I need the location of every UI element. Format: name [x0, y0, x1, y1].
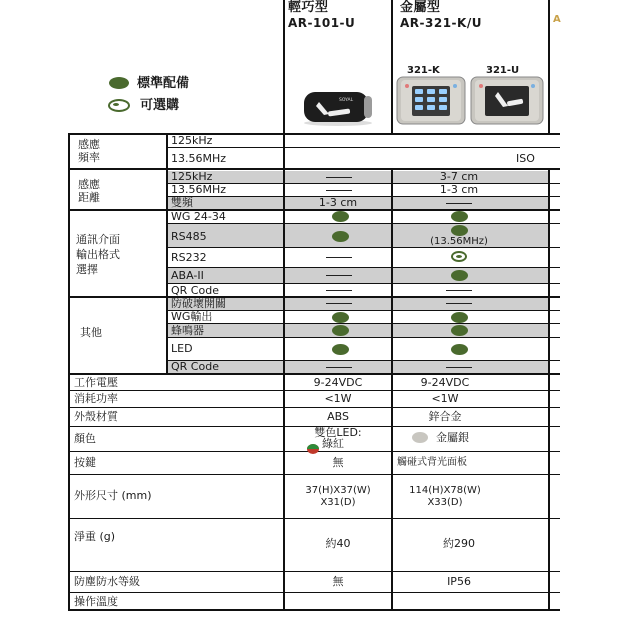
- header-divider: [548, 0, 550, 134]
- dash-mark: [326, 190, 352, 191]
- dash-mark: [446, 290, 472, 291]
- green-red-led-icon: [307, 439, 319, 449]
- row-line: [68, 592, 560, 593]
- row-line: [167, 360, 560, 361]
- shade: [393, 324, 548, 337]
- weight-col2: 約290: [443, 537, 475, 550]
- standard-legend-icon: [109, 77, 129, 89]
- col2-model: AR-321-K/U: [400, 16, 482, 30]
- rs485-note: (13.56MHz): [430, 236, 488, 247]
- row-power: 工作電壓: [74, 376, 118, 389]
- row-line: [68, 407, 560, 408]
- dim-col1-line1: 37(H)X37(W): [305, 485, 371, 496]
- optional-legend-icon: [108, 99, 130, 112]
- row-line: [68, 474, 560, 475]
- dist-1356-col2: 1-3 cm: [439, 183, 479, 196]
- shade: [393, 268, 548, 283]
- standard-dot: [332, 211, 349, 222]
- row-aba: ABA-II: [171, 269, 204, 282]
- standard-dot: [451, 270, 468, 281]
- row-dimension: 外形尺寸 (mm): [74, 489, 152, 502]
- col-line: [68, 133, 70, 611]
- row-line: [68, 571, 560, 572]
- group-comm-output: 通訊介面 輸出格式 選擇: [76, 233, 120, 276]
- color-col1-line2: 綠紅: [322, 437, 344, 450]
- row-line: [68, 296, 560, 298]
- row-weight: 淨重 (g): [74, 530, 116, 543]
- row-line: [167, 323, 560, 324]
- col-line: [166, 133, 168, 374]
- dual-col1: 1-3 cm: [318, 196, 358, 209]
- row-buzzer: 蜂鳴器: [171, 324, 204, 337]
- row-consumption: 消耗功率: [74, 392, 118, 405]
- standard-dot: [451, 312, 468, 323]
- power-col2: 9-24VDC: [420, 376, 470, 389]
- consumption-col2: <1W: [431, 392, 459, 405]
- row-housing: 外殼材質: [74, 410, 118, 423]
- legend-optional-label: 可選購: [140, 98, 180, 113]
- row-qr1: QR Code: [171, 284, 219, 297]
- ip-col1: 無: [332, 575, 344, 588]
- dash-mark: [326, 275, 352, 276]
- group-induction-freq: 感應 頻率: [78, 138, 100, 164]
- standard-dot: [451, 344, 468, 355]
- dash-mark: [326, 257, 352, 258]
- dash-mark: [446, 303, 472, 304]
- row-line: [167, 223, 560, 224]
- row-line: [68, 518, 560, 519]
- col2-title: 金屬型: [400, 0, 441, 15]
- consumption-col1: <1W: [324, 392, 352, 405]
- ar321k-product-image: [396, 76, 466, 125]
- row-dual: 雙頻: [171, 196, 193, 209]
- row-led: LED: [171, 342, 193, 355]
- color-col2: 金屬銀: [436, 431, 469, 444]
- dash-mark: [446, 203, 472, 204]
- optional-ring: [451, 251, 467, 262]
- row-wg-out: WG輸出: [171, 310, 213, 323]
- row-line: [167, 267, 560, 268]
- weight-col1: 約40: [325, 537, 351, 550]
- row-keypad: 按鍵: [74, 456, 96, 469]
- row-line: [167, 337, 560, 338]
- group-induction-dist: 感應 距離: [78, 178, 100, 204]
- col1-model: AR-101-U: [288, 16, 356, 30]
- header-divider: [283, 0, 285, 134]
- dash-mark: [326, 303, 352, 304]
- dim-col2-line1: 114(H)X78(W): [409, 485, 481, 496]
- standard-dot: [451, 211, 468, 222]
- row-tamper: 防破壞開關: [171, 297, 226, 310]
- col2-sub-u: 321-U: [486, 65, 520, 76]
- housing-col1: ABS: [327, 410, 349, 423]
- row-line: [167, 283, 560, 284]
- row-temp: 操作溫度: [74, 595, 118, 608]
- iso-label: ISO: [516, 152, 535, 165]
- row-line: [68, 390, 560, 391]
- group-others: 其他: [80, 326, 102, 339]
- standard-dot: [332, 231, 349, 242]
- row-qr2: QR Code: [171, 360, 219, 373]
- reader-logo: SOYAL: [339, 98, 354, 103]
- silver-swatch-icon: [412, 432, 428, 443]
- row-rs232: RS232: [171, 251, 207, 264]
- row-line: [68, 609, 560, 611]
- dash-mark: [326, 177, 352, 178]
- row-ip: 防塵防水等級: [74, 575, 140, 588]
- col3-fragment: A: [553, 14, 562, 25]
- dim-col1-line2: X31(D): [320, 497, 356, 508]
- header-divider: [391, 0, 393, 134]
- dist-125-col2: 3-7 cm: [439, 170, 479, 183]
- legend-standard-label: 標準配備: [137, 76, 190, 91]
- row-line: [68, 133, 560, 135]
- standard-dot: [451, 325, 468, 336]
- standard-dot: [332, 325, 349, 336]
- row-dist-1356: 13.56MHz: [171, 183, 227, 196]
- dim-col2-line2: X33(D): [427, 497, 463, 508]
- keypad-col2: 觸碰式背光面板: [397, 457, 467, 468]
- standard-dot: [332, 312, 349, 323]
- row-freq-125: 125kHz: [171, 134, 213, 147]
- row-line: [167, 310, 560, 311]
- row-dist-125: 125kHz: [171, 170, 213, 183]
- standard-dot: [332, 344, 349, 355]
- color-col1-line1: 雙色LED:: [314, 426, 362, 439]
- col1-title: 輕巧型: [288, 0, 329, 15]
- row-wg: WG 24-34: [171, 210, 226, 223]
- ar321u-product-image: [470, 76, 544, 125]
- housing-col2: 鋅合金: [428, 410, 462, 423]
- dash-mark: [446, 367, 472, 368]
- dash-mark: [326, 290, 352, 291]
- row-color: 顏色: [74, 432, 96, 445]
- keypad-col1: 無: [332, 456, 344, 469]
- ar101-product-image: [301, 90, 375, 126]
- col2-sub-k: 321-K: [407, 65, 440, 76]
- row-line: [68, 209, 560, 211]
- row-rs485: RS485: [171, 230, 207, 243]
- col-line: [548, 168, 550, 611]
- row-line: [167, 147, 560, 148]
- row-line: [68, 373, 560, 375]
- dash-mark: [326, 367, 352, 368]
- row-freq-1356: 13.56MHz: [171, 152, 227, 165]
- power-col1: 9-24VDC: [313, 376, 363, 389]
- ip-col2: IP56: [447, 575, 471, 588]
